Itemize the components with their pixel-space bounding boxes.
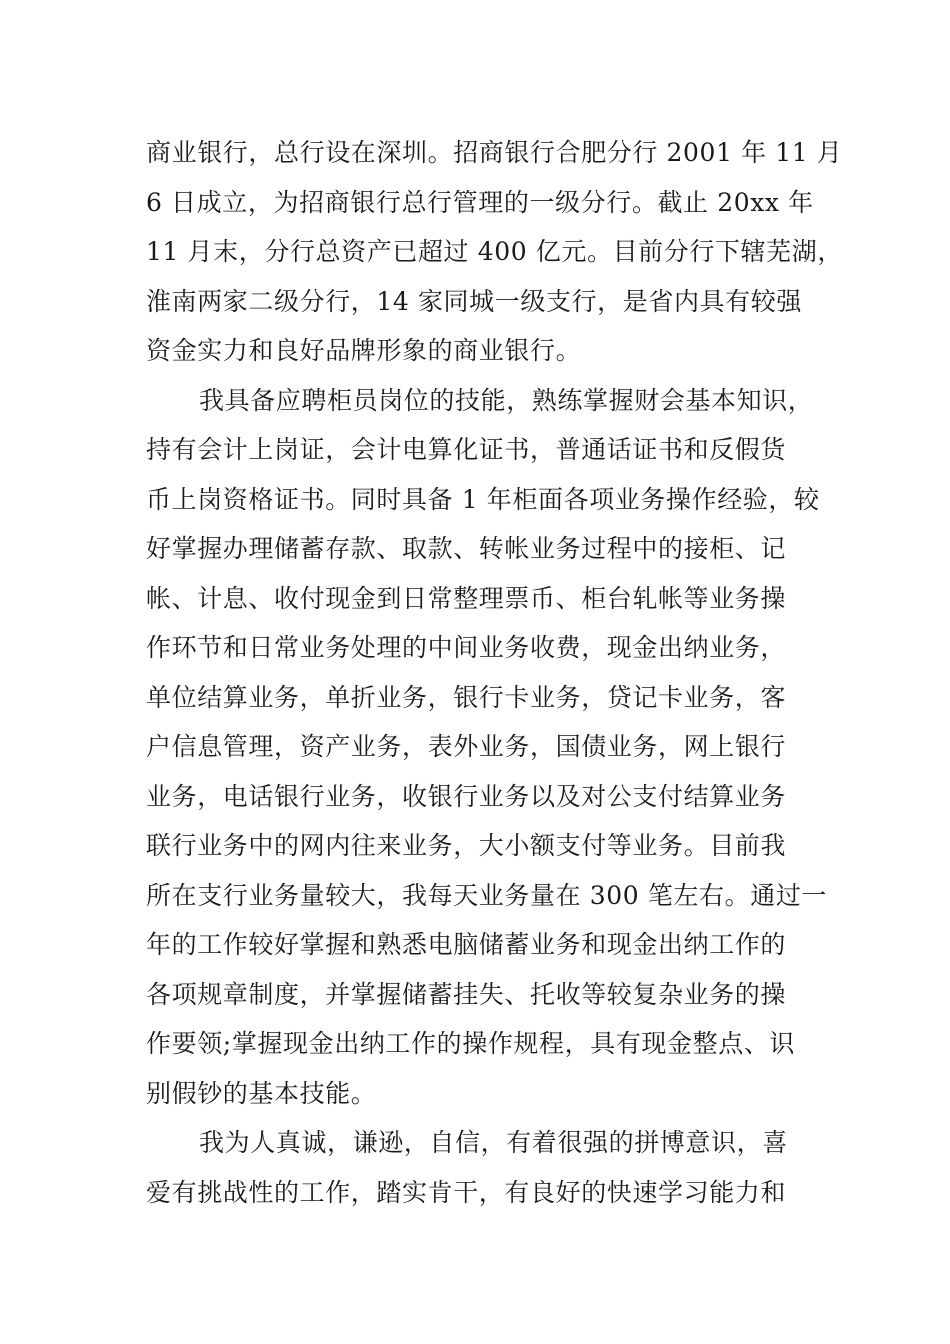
document-body: [146, 128, 843, 1217]
text-line: 我具备应聘柜员岗位的技能，熟练掌握财会基本知识，: [199, 385, 814, 415]
paragraph-skills: [146, 376, 828, 1119]
text-line: 别假钞的基本技能。: [146, 1078, 377, 1108]
text-line: 单位结算业务，单折业务，银行卡业务，贷记卡业务，客: [146, 682, 787, 712]
text-line: 好掌握办理储蓄存款、取款、转帐业务过程中的接柜、记: [146, 534, 787, 563]
text-line: 爱有挑战性的工作，踏实肯干，有良好的快速学习能力和: [146, 1177, 787, 1207]
text-line: 作要领;掌握现金出纳工作的操作规程，具有现金整点、识: [146, 1029, 796, 1058]
text-line: 持有会计上岗证，会计电算化证书，普通话证书和反假货: [146, 435, 787, 464]
text-line: 联行业务中的网内往来业务，大小额支付等业务。目前我: [146, 831, 787, 860]
paragraph-personality: [146, 1118, 812, 1217]
text-line: 淮南两家二级分行，14 家同城一级支行，是省内具有较强: [146, 286, 802, 316]
text-line: 商业银行，总行设在深圳。招商银行合肥分行 2001 年 11 月: [146, 138, 843, 167]
paragraph-bank-intro: [146, 128, 843, 376]
text-line: 我为人真诚，谦逊，自信，有着很强的拼博意识，喜: [199, 1128, 788, 1157]
text-line: 6 日成立，为招商银行总行管理的一级分行。截止 20xx 年: [146, 187, 814, 217]
text-line: 年的工作较好掌握和熟悉电脑储蓄业务和现金出纳工作的: [146, 930, 787, 959]
text-line: 各项规章制度，并掌握储蓄挂失、托收等较复杂业务的操: [146, 979, 787, 1009]
text-line: 币上岗资格证书。同时具备 1 年柜面各项业务操作经验，较: [146, 484, 820, 514]
text-line: 资金实力和良好品牌形象的商业银行。: [146, 336, 582, 365]
text-line: 业务，电话银行业务，收银行业务以及对公支付结算业务: [146, 781, 787, 811]
text-line: 户信息管理，资产业务，表外业务，国债业务，网上银行: [146, 732, 787, 761]
text-line: 11 月末，分行总资产已超过 400 亿元。目前分行下辖芜湖，: [146, 237, 843, 266]
text-line: 作环节和日常业务处理的中间业务收费，现金出纳业务，: [146, 633, 787, 662]
text-line: 所在支行业务量较大，我每天业务量在 300 笔左右。通过一: [146, 880, 828, 910]
text-line: 帐、计息、收付现金到日常整理票币、柜台轧帐等业务操: [146, 583, 787, 613]
